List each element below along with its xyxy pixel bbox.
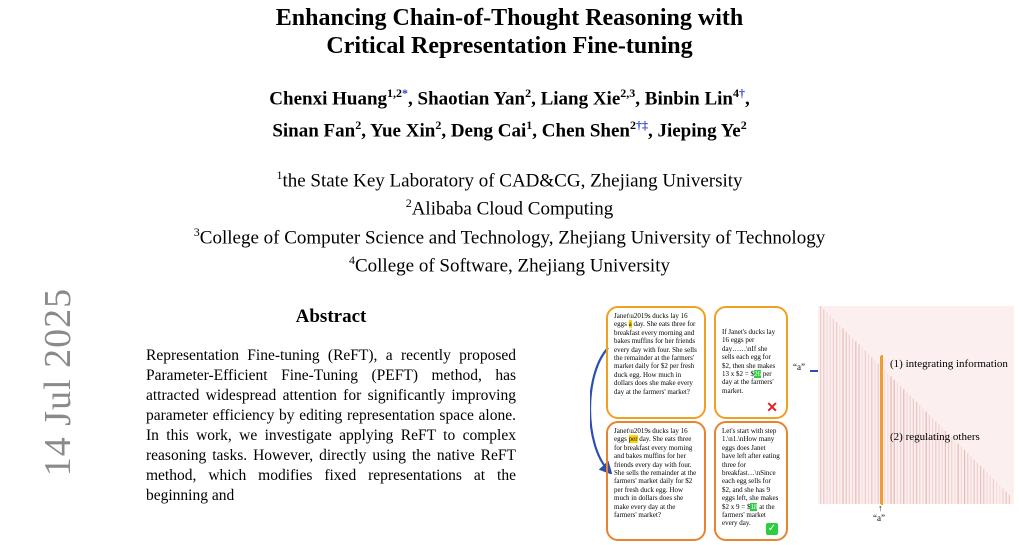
heatmap-column xyxy=(858,344,859,504)
affiliation-sup: 2 xyxy=(405,196,412,211)
token-label-row: “a” xyxy=(793,362,805,372)
heatmap-column xyxy=(839,325,840,504)
affiliation-item xyxy=(0,192,1019,220)
author-mark: † xyxy=(738,86,745,100)
heatmap-column xyxy=(961,447,962,504)
card-text: per day at the farmers' market. xyxy=(722,370,774,395)
card-text: at the farmers' market every day. xyxy=(722,502,775,528)
author-sup: 1 xyxy=(526,118,533,133)
author-sup: 2 xyxy=(740,118,747,133)
author-sup: 2 xyxy=(629,118,636,133)
heatmap-column xyxy=(996,482,997,504)
highlighted-token: a xyxy=(628,320,632,329)
highlighted-token: per xyxy=(628,435,638,444)
affiliation-sup: 1 xyxy=(276,168,283,182)
heatmap-column xyxy=(958,444,959,504)
affiliation-item xyxy=(0,249,1019,277)
heatmap-column xyxy=(871,357,872,504)
card-text: Let's start with step 1.\n1.\nHow many eggs does Janet have left after eating three for breakfast…\nSince each egg sells for $2, and she has 9 eggs left, she makes $2 x 9 = $ xyxy=(722,427,780,511)
heatmap-column xyxy=(948,434,949,504)
heatmap-column xyxy=(900,386,901,504)
heatmap-column xyxy=(1002,488,1003,504)
heatmap-column xyxy=(906,392,907,504)
heatmap-column xyxy=(913,399,914,504)
prompt-card-original xyxy=(606,306,706,419)
affiliation-text: Alibaba Cloud Computing xyxy=(411,198,614,220)
affiliation-text: the State Key Laboratory of CAD&CG, Zhejiang University xyxy=(282,170,743,192)
heatmap-column xyxy=(977,463,978,504)
heatmap-column xyxy=(1009,495,1010,504)
heatmap-column xyxy=(830,316,831,504)
author-name: Sinan Fan xyxy=(272,120,356,142)
answer-card-wrong xyxy=(714,306,788,419)
author-list xyxy=(0,80,1019,145)
heatmap-column xyxy=(865,351,866,504)
heatmap-column xyxy=(852,338,853,504)
author-mark: * xyxy=(402,86,409,100)
heatmap-column xyxy=(910,396,911,504)
heatmap-column xyxy=(874,360,875,504)
heatmap-column xyxy=(967,453,968,504)
heatmap-column xyxy=(993,479,994,504)
affiliation-item xyxy=(0,164,1019,192)
author-name: Chenxi Huang xyxy=(269,88,388,110)
heatmap-column xyxy=(862,348,863,504)
heatmap-column xyxy=(954,440,955,504)
author-line-2: Sinan Fan$^2$, Yue Xin$^2$, Deng Cai$^1$, Chen Shen$^{2\dagger\ddagger}$, Jieping Ye$^2$ xyxy=(272,118,747,142)
card-text: day. She eats three for breakfast every morning and bakes muffins for her friends every day with four. She sells the remainder at the farmers' market daily for $2 per fresh duck egg. How much in dollars does she make every day at the farmers' market? xyxy=(614,320,697,396)
prompt-card-edited xyxy=(606,421,706,541)
abstract-heading: Abstract xyxy=(295,306,367,327)
heatmap-column xyxy=(999,485,1000,504)
heatmap-svg xyxy=(818,306,1014,504)
heatmap-column xyxy=(951,437,952,504)
annotation-integrating: (1) integrating information xyxy=(890,358,1008,370)
heatmap-column xyxy=(903,389,904,504)
author-name: Chen Shen xyxy=(541,120,630,142)
author-sup: 2 xyxy=(355,118,362,133)
author-sup: 2 xyxy=(435,118,442,133)
heatmap-column xyxy=(820,306,821,504)
author-sup: 2,3 xyxy=(620,86,636,100)
author-name: Yue Xin xyxy=(370,120,436,142)
attention-heatmap xyxy=(818,306,1014,504)
wrong-mark-icon: ✕ xyxy=(766,400,778,416)
heatmap-column xyxy=(849,335,850,504)
abstract-text: Representation Fine-tuning (ReFT), a recently proposed Parameter-Efficient Fine-Tuning (PEFT) method, has attracted widespread attention for significantly improving parameter efficiency by editing representation space alone. In this work, we investigate applying ReFT to complex reasoning tasks. However, directly using the native ReFT method, which modifies fixed representations at the beginning and xyxy=(146,347,516,504)
arxiv-date-stamp: 14 Jul 2025 xyxy=(37,287,79,477)
affiliation-sup: 3 xyxy=(193,224,200,239)
heatmap-column xyxy=(970,456,971,504)
heatmap-column xyxy=(922,408,923,504)
affiliation-text: College of Computer Science and Technology, Zhejiang University of Technology xyxy=(199,226,826,248)
heatmap-column xyxy=(842,328,843,504)
author-mark: †‡ xyxy=(635,118,648,133)
annotation-regulating: (2) regulating others xyxy=(890,431,980,443)
heatmap-column xyxy=(826,312,827,504)
token-label-column: “a” xyxy=(873,513,885,523)
up-arrow-icon: ↑ xyxy=(878,503,883,513)
author-name: Shaotian Yan xyxy=(417,88,526,110)
affiliation-sup: 4 xyxy=(348,252,355,267)
heatmap-column xyxy=(887,373,888,504)
row-pointer xyxy=(810,370,818,372)
heatmap-column xyxy=(836,322,837,504)
heatmap-column xyxy=(964,450,965,504)
heatmap-column xyxy=(990,476,991,504)
author-line-1: Chenxi Huang$^{1,2*}$, Shaotian Yan$^2$, Liang Xie$^{2,3}$, Binbin Lin$^{4\dagger}$, xyxy=(269,86,750,110)
affiliation-list xyxy=(0,164,1019,277)
title-line-2: Critical Representation Fine-tuning xyxy=(326,33,693,59)
author-sup: 1,2 xyxy=(387,86,403,100)
heatmap-column xyxy=(884,370,885,504)
affiliation-item xyxy=(0,221,1019,249)
card-text: day. She eats three for breakfast every morning and bakes muffins for her friends every day with four. She sells the remainder at the farmers' market daily for $2 per fresh duck egg. How much in dollars does she make every day at the farmers' market? xyxy=(614,435,697,520)
card-text: Janet\u2019s ducks lay 16 eggs xyxy=(614,427,688,444)
highlighted-answer: 18 xyxy=(750,502,758,511)
heatmap-column xyxy=(897,383,898,504)
heatmap-column xyxy=(833,319,834,504)
title-line-1: Enhancing Chain-of-Thought Reasoning with xyxy=(275,5,744,31)
heatmap-column xyxy=(974,460,975,504)
heatmap-column xyxy=(980,466,981,504)
author-sup: 4 xyxy=(732,86,739,100)
heatmap-column xyxy=(916,402,917,504)
heatmap-column xyxy=(878,364,879,504)
heatmap-column xyxy=(929,415,930,504)
heatmap-column xyxy=(926,412,927,504)
heatmap-column xyxy=(983,469,984,504)
card-text: Janet\u2019s ducks lay 16 eggs xyxy=(614,312,688,329)
right-mark-icon: ✓ xyxy=(767,523,777,534)
heatmap-column xyxy=(846,332,847,504)
heatmap-column xyxy=(1006,492,1007,504)
author-name: Liang Xie xyxy=(540,88,621,110)
highlight-column xyxy=(881,355,883,505)
highlighted-answer: 26 xyxy=(753,370,761,379)
answer-card-right xyxy=(714,421,788,541)
author-name: Jieping Ye xyxy=(657,120,741,142)
author-name: Deng Cai xyxy=(450,120,527,142)
affiliation-text: College of Software, Zhejiang University xyxy=(354,255,670,277)
heatmap-column xyxy=(823,309,824,504)
author-sup: 2 xyxy=(525,86,532,100)
paper-title xyxy=(0,4,1019,60)
heatmap-column xyxy=(986,472,987,504)
heatmap-column xyxy=(919,405,920,504)
card-text: If Janet's ducks lay 16 eggs per day……\nIf she sells each egg for $2, then she makes 13 x $2 = $ xyxy=(722,328,776,379)
author-name: Binbin Lin xyxy=(644,88,733,110)
heatmap-column xyxy=(868,354,869,504)
heatmap-column xyxy=(855,341,856,504)
